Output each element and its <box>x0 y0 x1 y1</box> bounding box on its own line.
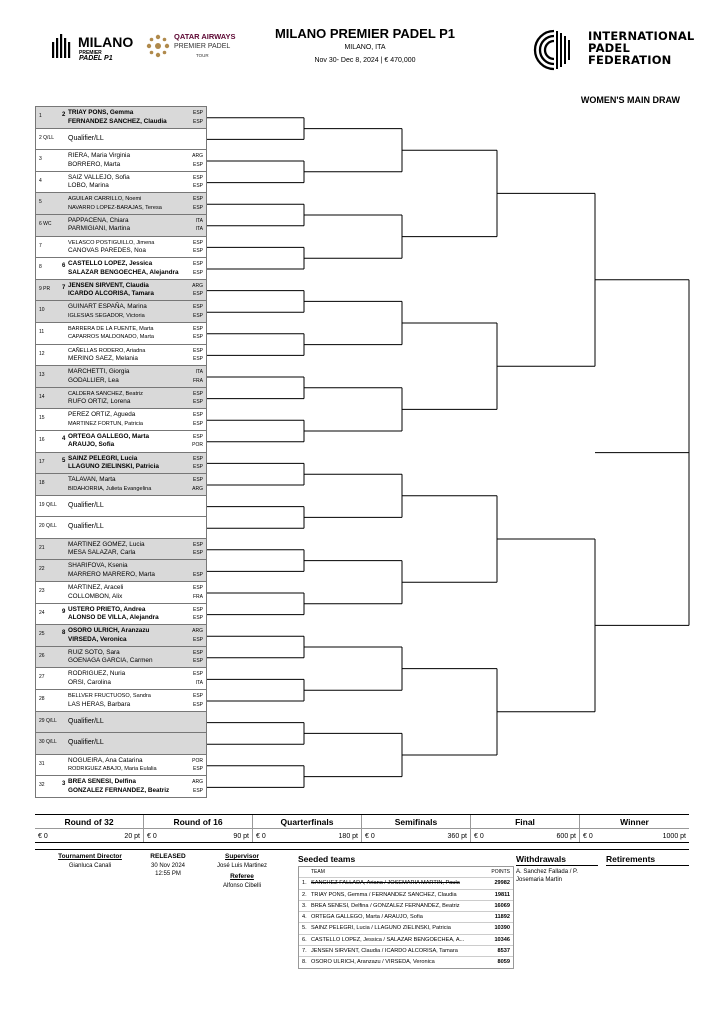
retirements-title: Retirements <box>606 854 656 864</box>
player-country: ESP <box>192 390 203 397</box>
player-country: FRA <box>193 377 203 384</box>
seeded-row <box>299 878 513 889</box>
player-country: ESP <box>192 615 203 622</box>
prize-money-table <box>35 814 689 843</box>
player-country: ESP <box>192 174 203 181</box>
slot-number: 29 Q/LL <box>39 717 57 724</box>
player-country: ESP <box>192 239 203 246</box>
player-name: RIERA, Maria Virginia <box>68 152 131 160</box>
tournament-title: MILANO PREMIER PADEL P1 <box>274 26 456 41</box>
ranking-points: 360 pt <box>447 833 467 840</box>
slot-number: 21 <box>39 544 45 551</box>
player-country: ARG <box>192 779 203 786</box>
released-date: 30 Nov 2024 <box>150 863 186 869</box>
player-name: BORRERO, Marta <box>68 160 121 168</box>
slot-number: 13 <box>39 372 45 379</box>
player-name: MESA SALAZAR, Carla <box>68 549 136 557</box>
ranking-points: 90 pt <box>233 833 249 840</box>
player-country: ESP <box>192 787 203 794</box>
player-name: ORSI, Carolina <box>68 678 111 686</box>
slot-number: 30 Q/LL <box>39 739 57 746</box>
seeded-points: 16069 <box>494 902 510 909</box>
player-country: ITA <box>195 217 203 224</box>
seeded-teams-title: Seeded teams <box>298 854 356 864</box>
player-name: TRIAY PONS, Gemma <box>68 109 134 116</box>
seed-number: 3 <box>62 781 66 788</box>
player-name: JENSEN SIRVENT, Claudia <box>68 281 149 289</box>
player-name: LOBO, Marina <box>68 182 109 190</box>
released-block <box>138 853 198 877</box>
player-country: ESP <box>192 161 203 168</box>
slot-number: 17 <box>39 458 45 465</box>
player-name: BIDAHORRIA, Julieta Evangelina <box>68 485 152 492</box>
qualifier-label: Qualifier/LL <box>68 717 104 725</box>
player-name: BARRERA DE LA FUENTE, Marta <box>68 325 154 332</box>
player-country: ITA <box>195 226 203 233</box>
qualifier-label: Qualifier/LL <box>68 739 104 747</box>
player-name: MARTINEZ FORTUN, Patricia <box>68 420 144 427</box>
seeded-points: 19811 <box>494 891 510 898</box>
player-name: PARMIGIANI, Martina <box>68 225 131 233</box>
seeded-teams-table <box>298 866 514 969</box>
ranking-points: 20 pt <box>124 833 140 840</box>
tournament-dates: Nov 30- Dec 8, 2024 | € 470,000 <box>314 57 416 64</box>
seed-rank: 6. <box>302 936 307 943</box>
seed-rank: 1. <box>302 880 307 887</box>
round-name: Winner <box>620 817 649 827</box>
slot-number: 31 <box>39 760 45 767</box>
seeded-row <box>299 957 513 967</box>
ranking-points: 1000 pt <box>662 833 686 840</box>
player-country: ESP <box>192 304 203 311</box>
player-country: ESP <box>192 269 203 276</box>
player-country: ESP <box>192 606 203 613</box>
tournament-director-name: Gianluca Canali <box>68 863 112 869</box>
player-name: TALAVAN, Marta <box>68 476 116 484</box>
seeded-team: BREA SENESI, Delfina / GONZALEZ FERNANDEZ, Beatriz <box>311 902 460 909</box>
prize-cell <box>580 815 689 842</box>
seed-rank: 3. <box>302 902 307 909</box>
seeded-row <box>299 901 513 912</box>
player-name: RUFO ORTIZ, Lorena <box>68 398 131 406</box>
tournament-location: MILANO, ITA <box>344 44 386 51</box>
slot-number: 26 <box>39 652 45 659</box>
slot-number: 28 <box>39 696 45 703</box>
seeded-points: 10390 <box>494 925 510 932</box>
tournament-director-label: Tournament Director <box>58 853 122 860</box>
player-country: ARG <box>192 153 203 160</box>
ranking-points: 180 pt <box>338 833 358 840</box>
seeded-team: JENSEN SIRVENT, Claudia / ICARDO ALCORISA, Tamara <box>311 948 458 955</box>
player-country: ARG <box>192 628 203 635</box>
player-country: ESP <box>192 248 203 255</box>
slot-number: 3 <box>39 156 42 163</box>
round-name: Final <box>515 817 535 827</box>
slot-number: 1 <box>39 113 42 119</box>
supervisor-name: José Luis Martinez <box>216 863 268 869</box>
referee-name: Alfonso Cibelli <box>222 883 262 889</box>
slot-number: 27 <box>39 674 45 681</box>
seed-number: 4 <box>62 435 66 442</box>
player-country: ESP <box>192 204 203 211</box>
round-name: Quarterfinals <box>280 817 334 827</box>
player-name: SHARIFOVA, Ksenia <box>68 562 128 570</box>
ranking-points: 600 pt <box>556 833 576 840</box>
player-country: FRA <box>193 593 203 600</box>
player-country: ESP <box>192 196 203 203</box>
player-name: GUINART ESPAÑA, Marina <box>68 303 147 311</box>
logo-subtext: PADEL P1 <box>79 55 113 62</box>
slot-number: 18 <box>39 480 45 487</box>
seed-rank: 4. <box>302 914 307 921</box>
seed-rank: 2. <box>302 891 307 898</box>
prize-money: € 0 <box>365 833 375 840</box>
player-name: FERNANDEZ SANCHEZ, Claudia <box>68 117 167 125</box>
player-name: ALONSO DE VILLA, Alejandra <box>68 614 159 622</box>
tournament-director-block <box>50 853 130 869</box>
seeded-team: OSORO ULRICH, Aranzazu / VIRSEDA, Veronica <box>311 959 435 966</box>
player-country: ESP <box>192 347 203 354</box>
slot-number: 14 <box>39 393 45 400</box>
seeded-row <box>299 923 513 934</box>
player-name: MARRERO MARRERO, Marta <box>68 570 155 578</box>
slot-number: 9 PR <box>39 285 51 292</box>
player-name: ORTEGA GALLEGO, Marta <box>68 432 150 440</box>
player-name: SAIZ VALLEJO, Sofia <box>68 173 130 181</box>
player-name: LLAGUNO ZIELINSKI, Patricia <box>68 463 159 470</box>
seeded-row <box>299 912 513 923</box>
logo-text: MILANO <box>78 34 134 50</box>
player-name: MARTINEZ, Araceli <box>68 584 124 592</box>
withdrawals-list: A. Sanchez Fallada / P. Josemaria Martin <box>516 869 578 883</box>
ipf-line2: PADEL <box>588 41 631 55</box>
player-country: ESP <box>192 412 203 419</box>
player-name: RODRIGUEZ, Nuria <box>68 670 126 678</box>
player-name: OSORO ULRICH, Aranzazu <box>68 627 150 635</box>
prize-money: € 0 <box>38 833 48 840</box>
player-country: ESP <box>192 455 203 462</box>
released-label: RELEASED <box>150 853 186 860</box>
officials-block <box>206 853 278 889</box>
qualifier-label: Qualifier/LL <box>68 501 104 509</box>
slot-number: 7 <box>39 242 42 249</box>
player-name: LAS HERAS, Barbara <box>68 700 131 708</box>
player-country: ESP <box>192 118 203 125</box>
seed-number: 5 <box>62 457 66 464</box>
player-country: ESP <box>192 334 203 341</box>
player-country: ESP <box>192 658 203 665</box>
player-country: ESP <box>192 636 203 643</box>
qualifier-label: Qualifier/LL <box>68 134 104 142</box>
tour-text: TOUR <box>196 53 209 58</box>
player-name: PEREZ ORTIZ, Agueda <box>68 411 136 419</box>
player-country: ESP <box>192 541 203 548</box>
seed-number: 9 <box>62 608 66 615</box>
player-name: MERINO SAEZ, Melania <box>68 355 138 363</box>
player-name: PAPPACENA, Chiara <box>68 216 129 224</box>
round-name: Semifinals <box>394 817 438 827</box>
player-name: BELLVER FRUCTUOSO, Sandra <box>68 693 151 700</box>
prize-money: € 0 <box>583 833 593 840</box>
player-name: AGUILAR CARRILLO, Noemi <box>68 196 142 203</box>
player-name: CALDERA SANCHEZ, Beatriz <box>68 390 143 397</box>
prize-money: € 0 <box>256 833 266 840</box>
seeded-row <box>299 890 513 901</box>
player-country: ARG <box>192 485 203 492</box>
draw-title: WOMEN'S MAIN DRAW <box>580 95 680 105</box>
seed-number: 2 <box>62 112 66 118</box>
slot-number: 20 Q/LL <box>39 523 57 530</box>
player-name: USTERO PRIETO, Andrea <box>68 605 146 613</box>
seed-rank: 7. <box>302 948 307 955</box>
player-country: ESP <box>192 693 203 700</box>
seed-number: 7 <box>62 284 66 291</box>
withdrawals-title: Withdrawals <box>516 854 566 864</box>
player-country: ESP <box>192 433 203 440</box>
released-time: 12:55 PM <box>155 871 181 877</box>
player-name: COLLOMBON, Alix <box>68 592 123 600</box>
logo-subtext: PREMIER <box>79 50 102 56</box>
seeded-team: SANCHEZ FALLADA, Ariana / JOSEMARIA MARTIN, Paula <box>311 880 460 887</box>
prize-cell <box>144 815 253 842</box>
slot-number: 23 <box>39 588 45 595</box>
player-name: SAINZ PELEGRI, Lucia <box>68 454 138 462</box>
slot-number: 32 <box>39 782 45 789</box>
player-name: CAÑELLAS RODERO, Ariadna <box>68 347 146 354</box>
player-country: ESP <box>192 325 203 332</box>
prize-money: € 0 <box>474 833 484 840</box>
player-country: ESP <box>192 671 203 678</box>
seed-rank: 8. <box>302 959 307 966</box>
slot-number: 12 <box>39 350 45 357</box>
referee-label: Referee <box>230 873 254 880</box>
seeded-team: SAINZ PELEGRI, Lucia / LLAGUNO ZIELINSKI, Patricia <box>311 925 451 932</box>
slot-number: 25 <box>39 631 45 638</box>
qatar-text: QATAR AIRWAYS <box>174 32 236 41</box>
qualifier-label: Qualifier/LL <box>68 523 104 531</box>
seed-number: 6 <box>62 263 66 270</box>
player-name: ARAUJO, Sofia <box>68 441 115 449</box>
seeded-points: 29982 <box>494 880 510 887</box>
slot-number: 15 <box>39 415 45 422</box>
seeded-row <box>299 946 513 957</box>
player-name: VELASCO POSTIGUILLO, Jimena <box>68 239 155 246</box>
player-country: ESP <box>192 649 203 656</box>
player-name: NOGUEIRA, Ana Catarina <box>68 756 143 764</box>
seeded-points: 8537 <box>497 948 510 955</box>
slot-number: 2 Q/LL <box>39 134 55 141</box>
seeded-points-header: POINTS <box>491 869 510 875</box>
player-name: BREA SENESI, Delfina <box>68 778 136 786</box>
player-name: SALAZAR BENGOECHEA, Alejandra <box>68 268 179 276</box>
seeded-points: 11892 <box>494 914 510 921</box>
player-country: ESP <box>192 550 203 557</box>
player-country: ESP <box>192 585 203 592</box>
slot-number: 24 <box>39 609 45 616</box>
slot-number: 5 <box>39 199 42 206</box>
prize-cell <box>253 815 362 842</box>
player-country: ESP <box>192 183 203 190</box>
player-country: ESP <box>192 701 203 708</box>
player-name: GONZALEZ FERNANDEZ, Beatriz <box>68 786 170 794</box>
slot-number: 8 <box>39 264 42 271</box>
player-country: ESP <box>192 420 203 427</box>
player-country: ESP <box>192 261 203 268</box>
slot-number: 16 <box>39 436 45 443</box>
player-name: CANOVAS PAREDES, Noa <box>68 247 146 255</box>
player-name: CAPARROS MALDONADO, Marta <box>68 334 154 341</box>
player-country: ESP <box>192 110 203 116</box>
player-name: MARTINEZ GOMEZ, Lucia <box>68 540 145 548</box>
player-country: POR <box>192 442 203 449</box>
player-country: ESP <box>192 356 203 363</box>
slot-number: 6 WC <box>39 220 52 227</box>
prize-cell <box>471 815 580 842</box>
seeded-row <box>299 935 513 946</box>
seeded-team: CASTELLO LOPEZ, Jessica / SALAZAR BENGOECHEA, A... <box>311 936 465 943</box>
player-country: ARG <box>192 282 203 289</box>
player-country: ITA <box>195 679 203 686</box>
player-country: ESP <box>192 766 203 773</box>
player-name: VIRSEDA, Veronica <box>68 635 127 643</box>
seeded-team: TRIAY PONS, Gemma / FERNANDEZ SANCHEZ, Claudia <box>311 891 457 898</box>
prize-cell <box>362 815 471 842</box>
ipf-line1: INTERNATIONAL <box>588 29 695 43</box>
seeded-team: ORTEGA GALLEGO, Marta / ARAUJO, Sofia <box>311 914 423 921</box>
seeded-points: 10346 <box>494 936 510 943</box>
prize-money: € 0 <box>147 833 157 840</box>
seed-number: 8 <box>62 630 66 637</box>
seeded-header-row <box>299 867 513 878</box>
player-country: ESP <box>192 477 203 484</box>
slot-number: 4 <box>39 177 42 184</box>
slot-number: 19 Q/LL <box>39 501 57 508</box>
player-name: CASTELLO LOPEZ, Jessica <box>68 260 153 268</box>
ipf-line3: FEDERATION <box>588 53 672 67</box>
round-name: Round of 16 <box>173 817 223 827</box>
prize-cell <box>35 815 144 842</box>
player-country: ESP <box>192 312 203 319</box>
player-country: ESP <box>192 571 203 578</box>
player-name: GODALLIER, Lea <box>68 376 119 384</box>
player-name: IGLESIAS SEGADOR, Victoria <box>68 312 145 319</box>
player-country: ESP <box>192 399 203 406</box>
supervisor-label: Supervisor <box>225 853 259 860</box>
player-country: POR <box>192 757 203 764</box>
round-name: Round of 32 <box>64 817 114 827</box>
player-name: GOENAGA GARCIA, Carmen <box>68 657 153 665</box>
premier-padel-text: PREMIER PADEL <box>174 43 231 50</box>
slot-number: 11 <box>39 328 45 335</box>
player-country: ITA <box>195 369 203 376</box>
seed-rank: 5. <box>302 925 307 932</box>
seeded-points: 8059 <box>497 959 510 966</box>
player-name: RUIZ SOTO, Sara <box>68 648 120 656</box>
seeded-team-header: TEAM <box>311 869 325 875</box>
slot-number: 10 <box>39 307 45 314</box>
player-name: MARCHETTI, Giorgia <box>68 368 130 376</box>
slot-number: 22 <box>39 566 45 573</box>
player-name: RODRIGUEZ ABAJO, Maria Eulalia <box>68 766 157 773</box>
footer-divider <box>35 849 689 850</box>
player-country: ESP <box>192 464 203 470</box>
player-name: ICARDO ALCORISA, Tamara <box>68 290 154 298</box>
player-country: ESP <box>192 291 203 298</box>
player-name: NAVARRO LOPEZ-BARAJAS, Teresa <box>68 204 162 211</box>
